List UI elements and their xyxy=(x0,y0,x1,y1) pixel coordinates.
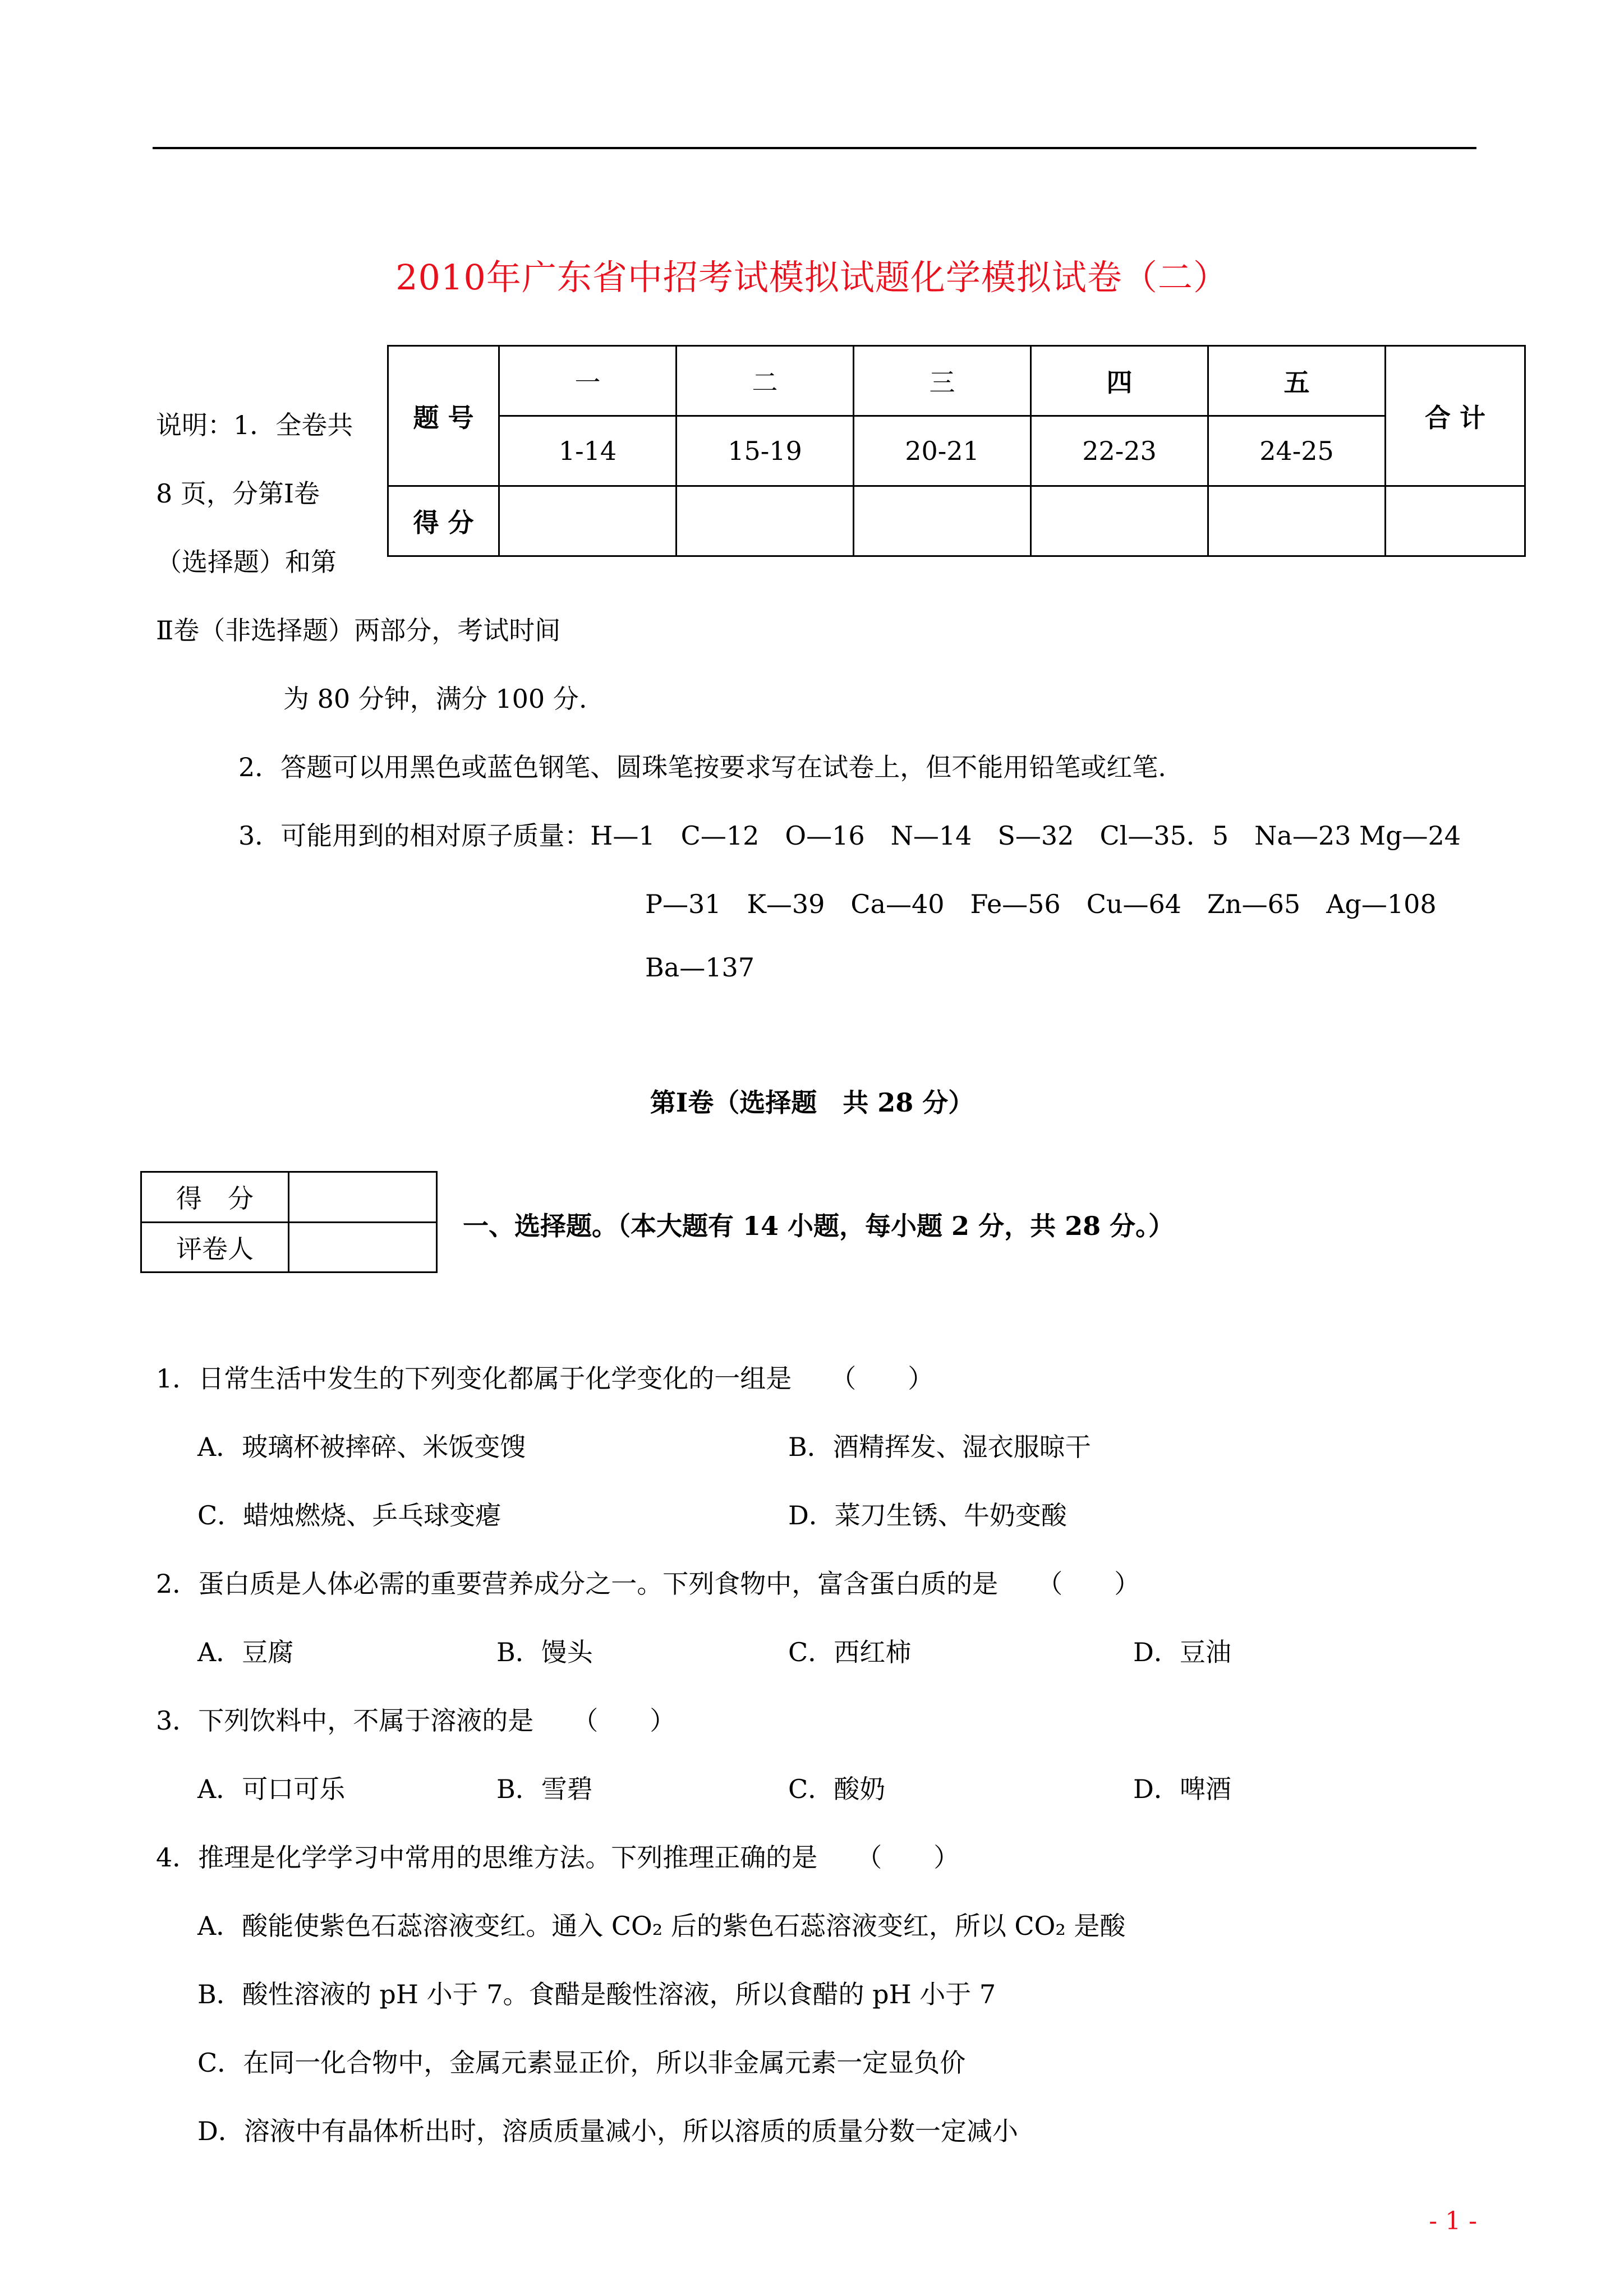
section-name: 二 xyxy=(677,346,854,416)
instruction-line: Ⅱ卷（非选择题）两部分，考试时间 xyxy=(156,615,561,646)
question-option: A．玻璃杯被摔碎、米饭变馊 xyxy=(197,1432,526,1462)
instruction-line: 3．可能用到的相对原子质量：H—1 C—12 O—16 N—14 S—32 Cl—35．5 Na—23 Mg—24 xyxy=(238,820,1461,851)
top-rule xyxy=(153,147,1476,149)
grader-name-label: 评卷人 xyxy=(141,1222,289,1273)
score-table xyxy=(387,345,1526,557)
score-label: 得 分 xyxy=(388,486,499,556)
question-option: C．西红柿 xyxy=(788,1637,912,1667)
exam-title: 2010年广东省中招考试模拟试题化学模拟试卷（二） xyxy=(395,257,1229,298)
grader-box xyxy=(140,1171,438,1273)
question-option: C．在同一化合物中，金属元素显正价，所以非金属元素一定显负价 xyxy=(197,2048,966,2078)
instruction-line: （选择题）和第 xyxy=(156,547,337,577)
instruction-line: 8 页，分第Ⅰ卷 xyxy=(156,478,320,509)
section-name: 一 xyxy=(499,346,677,416)
instruction-line: 为 80 分钟，满分 100 分. xyxy=(283,684,587,714)
section-range: 20-21 xyxy=(854,416,1031,486)
total-label: 合 计 xyxy=(1386,346,1525,486)
question-option: D．溶液中有晶体析出时，溶质质量减小，所以溶质的质量分数一定减小 xyxy=(197,2116,1018,2146)
score-cell[interactable] xyxy=(677,486,854,556)
section-range: 1-14 xyxy=(499,416,677,486)
score-cell[interactable] xyxy=(499,486,677,556)
section-range: 15-19 xyxy=(677,416,854,486)
question-option: B．酸性溶液的 pH 小于 7。食醋是酸性溶液，所以食醋的 pH 小于 7 xyxy=(197,1979,996,2009)
question-stem: 3．下列饮料中，不属于溶液的是 （ ） xyxy=(156,1705,676,1736)
grader-score-label: 得 分 xyxy=(141,1172,289,1223)
section-name: 五 xyxy=(1208,346,1386,416)
question-option: A．酸能使紫色石蕊溶液变红。通入 CO₂ 后的紫色石蕊溶液变红，所以 CO₂ 是酸 xyxy=(197,1911,1126,1941)
question-option: D．豆油 xyxy=(1133,1637,1231,1667)
section-one-title: 一、选择题。（本大题有 14 小题，每小题 2 分，共 28 分。） xyxy=(463,1211,1175,1241)
question-number-label: 题 号 xyxy=(388,346,499,486)
section-range: 24-25 xyxy=(1208,416,1386,486)
section-range: 22-23 xyxy=(1031,416,1208,486)
question-option: B．雪碧 xyxy=(496,1774,593,1804)
section-name: 四 xyxy=(1031,346,1208,416)
question-option: B．馒头 xyxy=(496,1637,593,1667)
score-cell[interactable] xyxy=(854,486,1031,556)
page-number: - 1 - xyxy=(1429,2207,1477,2235)
part-one-title: 第Ⅰ卷（选择题 共 28 分） xyxy=(650,1087,974,1118)
score-cell[interactable] xyxy=(1208,486,1386,556)
question-option: D．啤酒 xyxy=(1133,1774,1231,1804)
question-stem: 2．蛋白质是人体必需的重要营养成分之一。下列食物中，富含蛋白质的是 （ ） xyxy=(156,1569,1140,1599)
score-cell[interactable] xyxy=(1031,486,1208,556)
question-option: B．酒精挥发、湿衣服晾干 xyxy=(788,1432,1091,1462)
total-score-cell[interactable] xyxy=(1386,486,1525,556)
instruction-line: P—31 K—39 Ca—40 Fe—56 Cu—64 Zn—65 Ag—108 xyxy=(645,889,1437,919)
question-option: C．酸奶 xyxy=(788,1774,886,1804)
grader-score-cell[interactable] xyxy=(289,1172,437,1223)
question-stem: 1．日常生活中发生的下列变化都属于化学变化的一组是 （ ） xyxy=(156,1363,934,1394)
question-option: A．豆腐 xyxy=(197,1637,294,1667)
question-option: A．可口可乐 xyxy=(197,1774,346,1804)
instruction-line: Ba—137 xyxy=(645,952,755,983)
instruction-line: 说明：1．全卷共 xyxy=(156,410,353,440)
question-stem: 4．推理是化学学习中常用的思维方法。下列推理正确的是 （ ） xyxy=(156,1842,960,1873)
grader-name-cell[interactable] xyxy=(289,1222,437,1273)
instruction-line: 2．答题可以用黑色或蓝色钢笔、圆珠笔按要求写在试卷上，但不能用铅笔或红笔. xyxy=(238,752,1166,782)
question-option: D．菜刀生锈、牛奶变酸 xyxy=(788,1500,1067,1530)
question-option: C．蜡烛燃烧、乒乓球变瘪 xyxy=(197,1500,502,1530)
section-name: 三 xyxy=(854,346,1031,416)
